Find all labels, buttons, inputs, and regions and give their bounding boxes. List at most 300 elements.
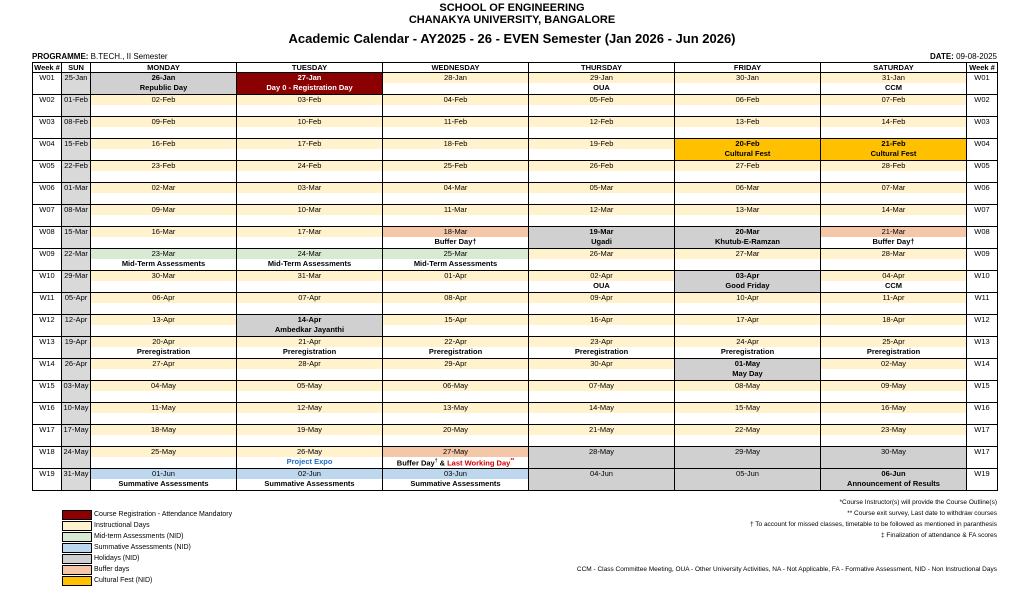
day-date: 05-Feb	[529, 95, 674, 105]
day-date: 03-Mar	[237, 183, 382, 193]
day-date: 25-Mar	[383, 249, 528, 259]
legend-item	[62, 542, 232, 553]
col-tuesday: TUESDAY	[237, 63, 383, 73]
week-number-right: W03	[967, 117, 998, 139]
header-row	[33, 63, 998, 73]
week-row	[33, 161, 998, 183]
week-number: W15	[33, 381, 62, 403]
legend-item	[62, 575, 232, 586]
day-cell-monday	[91, 403, 237, 425]
week-number-right: W15	[967, 381, 998, 403]
day-cell-thursday	[529, 205, 675, 227]
day-date: 19-Feb	[529, 139, 674, 149]
day-cell-saturday	[821, 315, 967, 337]
day-date: 15-Apr	[383, 315, 528, 325]
day-cell-wednesday	[383, 249, 529, 271]
day-date: 10-Feb	[237, 117, 382, 127]
day-date: 06-May	[383, 381, 528, 391]
day-date: 19-Mar	[589, 227, 614, 236]
day-date: 19-May	[237, 425, 382, 435]
day-date: 16-May	[821, 403, 966, 413]
week-number: W19	[33, 469, 62, 491]
day-cell-wednesday	[383, 425, 529, 447]
day-cell-thursday	[529, 447, 675, 469]
day-cell-saturday	[821, 249, 967, 271]
day-note: Mid-Term Assessments	[121, 259, 206, 268]
day-date: 23-Feb	[91, 161, 236, 171]
day-note: CCM	[884, 83, 903, 92]
sunday-date: 24-May	[62, 447, 91, 469]
day-cell-friday	[675, 161, 821, 183]
week-row	[33, 381, 998, 403]
day-date: 12-May	[237, 403, 382, 413]
day-cell-saturday	[821, 117, 967, 139]
week-row	[33, 337, 998, 359]
day-cell-monday	[91, 425, 237, 447]
day-note: Summative Assessments	[410, 479, 501, 488]
day-date: 14-May	[529, 403, 674, 413]
w18-note-mark: **	[510, 458, 515, 464]
week-row	[33, 139, 998, 161]
day-cell-monday	[91, 359, 237, 381]
sunday-date: 31-May	[62, 469, 91, 491]
week-number: W12	[33, 315, 62, 337]
day-date: 18-May	[91, 425, 236, 435]
day-note: Preregistration	[428, 347, 483, 356]
week-number-right: W09	[967, 249, 998, 271]
day-note: Preregistration	[574, 347, 629, 356]
day-date: 21-Feb	[881, 139, 906, 148]
day-cell-wednesday	[383, 95, 529, 117]
day-cell-thursday	[529, 293, 675, 315]
day-date: 03-Apr	[735, 271, 760, 280]
week-row	[33, 469, 998, 491]
week-number: W03	[33, 117, 62, 139]
day-date: 26-Feb	[529, 161, 674, 171]
day-date: 27-Mar	[675, 249, 820, 259]
week-number: W14	[33, 359, 62, 381]
day-cell-tuesday	[237, 469, 383, 491]
week-number: W18	[33, 447, 62, 469]
day-note: Khutub-E-Ramzan	[715, 237, 780, 246]
day-cell-saturday	[821, 73, 967, 95]
sunday-date: 05-Apr	[62, 293, 91, 315]
week-number-right: W08	[967, 227, 998, 249]
day-date: 26-Jan	[151, 73, 176, 82]
day-date: 17-Feb	[237, 139, 382, 149]
week-row	[33, 117, 998, 139]
day-date: 28-Mar	[821, 249, 966, 259]
day-cell-thursday	[529, 315, 675, 337]
day-cell-friday	[675, 469, 821, 491]
programme-info	[32, 52, 168, 61]
day-date: 30-Apr	[529, 359, 674, 369]
sunday-date: 01-Feb	[62, 95, 91, 117]
day-cell-thursday	[529, 425, 675, 447]
day-cell-friday	[675, 271, 821, 293]
day-date: 08-Apr	[383, 293, 528, 303]
week-number: W07	[33, 205, 62, 227]
week-row	[33, 403, 998, 425]
day-date: 22-Apr	[383, 337, 528, 347]
day-date: 04-Mar	[383, 183, 528, 193]
day-cell-friday	[675, 425, 821, 447]
sunday-date: 08-Feb	[62, 117, 91, 139]
day-cell-saturday	[821, 403, 967, 425]
w18-note-dagger: †	[434, 458, 438, 464]
day-cell-monday	[91, 337, 237, 359]
legend-label: Instructional Days	[94, 522, 150, 529]
day-cell-friday	[675, 315, 821, 337]
week-number-right: W11	[967, 293, 998, 315]
day-cell-thursday	[529, 95, 675, 117]
col-sun: SUN	[62, 63, 91, 73]
day-date: 11-Apr	[821, 293, 966, 303]
day-date: 27-Jan	[297, 73, 322, 82]
day-date: 09-Apr	[529, 293, 674, 303]
col-week-right: Week #	[967, 63, 998, 73]
day-note: OUA	[593, 83, 610, 92]
day-cell-friday	[675, 293, 821, 315]
week-row	[33, 95, 998, 117]
day-cell-thursday	[529, 271, 675, 293]
day-date: 31-Jan	[821, 73, 966, 83]
day-date: 20-Feb	[735, 139, 760, 148]
day-cell-tuesday	[237, 315, 383, 337]
university-name: CHANAKYA UNIVERSITY, BANGALORE	[408, 14, 616, 26]
legend-label: Summative Assessments (NID)	[94, 544, 191, 551]
day-date: 07-Mar	[821, 183, 966, 193]
week-number-right: W06	[967, 183, 998, 205]
day-date: 20-May	[383, 425, 528, 435]
day-cell-monday	[91, 293, 237, 315]
sunday-date: 17-May	[62, 425, 91, 447]
week-number-right: W13	[967, 337, 998, 359]
day-cell-monday	[91, 117, 237, 139]
legend-item	[62, 531, 232, 542]
week-row	[33, 293, 998, 315]
day-cell-saturday	[821, 183, 967, 205]
week-number: W10	[33, 271, 62, 293]
day-cell-tuesday	[237, 359, 383, 381]
day-cell-thursday	[529, 183, 675, 205]
day-cell-tuesday	[237, 73, 383, 95]
abbreviations: CCM - Class Committee Meeting, OUA - Other University Activities, NA - Not Applicable, FA - Formative Assessment, NID - Non Instructional Days	[576, 566, 997, 573]
day-cell-saturday	[821, 205, 967, 227]
week-number: W09	[33, 249, 62, 271]
day-date: 14-Apr	[297, 315, 322, 324]
day-date: 09-May	[821, 381, 966, 391]
day-date: 08-May	[675, 381, 820, 391]
day-date: 30-Jan	[675, 73, 820, 83]
col-friday: FRIDAY	[675, 63, 821, 73]
day-date: 03-Feb	[237, 95, 382, 105]
day-cell-friday	[675, 227, 821, 249]
day-cell-tuesday	[237, 117, 383, 139]
day-cell-monday	[91, 183, 237, 205]
w18-note-last: Last Working Day	[447, 458, 511, 468]
day-cell-wednesday	[383, 161, 529, 183]
day-date: 06-Mar	[675, 183, 820, 193]
day-cell-thursday	[529, 359, 675, 381]
day-cell-friday	[675, 403, 821, 425]
day-cell-monday	[91, 249, 237, 271]
legend	[62, 509, 232, 586]
day-cell-monday	[91, 139, 237, 161]
day-date: 28-May	[588, 447, 614, 456]
day-cell-saturday	[821, 139, 967, 161]
week-number: W17	[33, 425, 62, 447]
day-date: 05-Mar	[529, 183, 674, 193]
day-cell-tuesday	[237, 381, 383, 403]
day-cell-tuesday	[237, 271, 383, 293]
day-cell-saturday	[821, 293, 967, 315]
day-cell-monday	[91, 95, 237, 117]
day-cell-monday	[91, 381, 237, 403]
day-date: 12-Feb	[529, 117, 674, 127]
day-date: 09-Mar	[91, 205, 236, 215]
day-date: 28-Apr	[237, 359, 382, 369]
week-number: W13	[33, 337, 62, 359]
week-number: W11	[33, 293, 62, 315]
day-date: 13-May	[383, 403, 528, 413]
sunday-date: 19-Apr	[62, 337, 91, 359]
week-number: W08	[33, 227, 62, 249]
sunday-date: 26-Apr	[62, 359, 91, 381]
day-date: 11-Feb	[383, 117, 528, 127]
day-note: Mid-Term Assessments	[267, 259, 352, 268]
day-date: 16-Feb	[91, 139, 236, 149]
day-cell-friday	[675, 139, 821, 161]
day-date: 18-Feb	[383, 139, 528, 149]
day-cell-saturday	[821, 337, 967, 359]
sunday-date: 12-Apr	[62, 315, 91, 337]
date-label: DATE:	[929, 52, 954, 61]
day-note: Preregistration	[282, 347, 337, 356]
day-cell-wednesday	[383, 139, 529, 161]
day-date: 04-Apr	[821, 271, 966, 281]
week-row	[33, 183, 998, 205]
legend-swatch	[62, 510, 92, 520]
day-note: Mid-Term Assessments	[413, 259, 498, 268]
legend-label: Course Registration - Attendance Mandatory	[94, 511, 233, 518]
legend-swatch	[62, 554, 92, 564]
note-4: ‡ Finalization of attendance & FA scores	[881, 532, 997, 539]
day-cell-saturday	[821, 359, 967, 381]
day-date: 27-Apr	[91, 359, 236, 369]
day-date: 16-Apr	[529, 315, 674, 325]
day-note: Republic Day	[139, 83, 188, 92]
day-note: Summative Assessments	[118, 479, 209, 488]
day-date: 21-Mar	[821, 227, 966, 237]
day-cell-tuesday	[237, 447, 383, 469]
day-note: Buffer Day†	[872, 237, 915, 246]
sunday-date: 25-Jan	[62, 73, 91, 95]
week-row	[33, 447, 998, 469]
day-note: CCM	[884, 281, 903, 290]
day-cell-wednesday	[383, 381, 529, 403]
day-date: 20-Apr	[91, 337, 236, 347]
day-cell-monday	[91, 447, 237, 469]
day-date: 09-Feb	[91, 117, 236, 127]
day-cell-tuesday	[237, 249, 383, 271]
day-date: 03-Jun	[383, 469, 528, 479]
day-cell-wednesday	[383, 359, 529, 381]
day-cell-wednesday	[383, 183, 529, 205]
sunday-date: 01-Mar	[62, 183, 91, 205]
col-monday: MONDAY	[91, 63, 237, 73]
day-cell-tuesday	[237, 95, 383, 117]
day-date: 16-Mar	[91, 227, 236, 237]
day-cell-tuesday	[237, 139, 383, 161]
day-cell-wednesday	[383, 73, 529, 95]
day-cell-wednesday	[383, 447, 529, 469]
day-cell-monday	[91, 161, 237, 183]
day-cell-monday	[91, 271, 237, 293]
day-date: 04-Feb	[383, 95, 528, 105]
day-date: 06-Apr	[91, 293, 236, 303]
day-cell-tuesday	[237, 337, 383, 359]
day-date: 12-Mar	[529, 205, 674, 215]
day-date: 10-Apr	[675, 293, 820, 303]
week-number: W02	[33, 95, 62, 117]
day-date: 02-Mar	[91, 183, 236, 193]
day-note: OUA	[593, 281, 610, 290]
day-date: 13-Apr	[91, 315, 236, 325]
day-date: 21-May	[529, 425, 674, 435]
week-number: W05	[33, 161, 62, 183]
week-row	[33, 271, 998, 293]
day-cell-friday	[675, 205, 821, 227]
week-row	[33, 73, 998, 95]
day-cell-monday	[91, 227, 237, 249]
day-date: 07-Feb	[821, 95, 966, 105]
legend-label: Holidays (NID)	[94, 555, 140, 562]
day-note: Ugadi	[591, 237, 612, 246]
date-value: 09-08-2025	[953, 52, 997, 61]
day-date: 29-Apr	[383, 359, 528, 369]
day-cell-tuesday	[237, 403, 383, 425]
day-date: 24-Apr	[675, 337, 820, 347]
week-number: W06	[33, 183, 62, 205]
day-cell-wednesday	[383, 205, 529, 227]
week-row	[33, 205, 998, 227]
day-cell-friday	[675, 381, 821, 403]
day-cell-thursday	[529, 381, 675, 403]
day-cell-thursday	[529, 139, 675, 161]
legend-swatch	[62, 532, 92, 542]
day-cell-wednesday	[383, 293, 529, 315]
day-date: 23-May	[821, 425, 966, 435]
day-note: Good Friday	[725, 281, 770, 290]
sunday-date: 29-Mar	[62, 271, 91, 293]
week-number-right: W17	[967, 447, 998, 469]
day-date: 20-Mar	[735, 227, 760, 236]
day-date: 27-Feb	[675, 161, 820, 171]
day-date: 02-Feb	[91, 95, 236, 105]
day-cell-thursday	[529, 227, 675, 249]
sunday-date: 10-May	[62, 403, 91, 425]
day-date: 06-Jun	[881, 469, 906, 478]
sunday-date: 22-Feb	[62, 161, 91, 183]
day-date: 25-Apr	[821, 337, 966, 347]
day-date: 25-Feb	[383, 161, 528, 171]
sunday-date: 03-May	[62, 381, 91, 403]
day-cell-tuesday	[237, 161, 383, 183]
day-date: 02-May	[821, 359, 966, 369]
day-note: Ambedkar Jayanthi	[274, 325, 345, 334]
sunday-date: 22-Mar	[62, 249, 91, 271]
day-note: Preregistration	[720, 347, 775, 356]
day-cell-wednesday	[383, 315, 529, 337]
day-cell-tuesday	[237, 183, 383, 205]
week-row	[33, 425, 998, 447]
week-number-right: W01	[967, 73, 998, 95]
week-row	[33, 315, 998, 337]
day-cell-friday	[675, 359, 821, 381]
legend-label: Mid-term Assessments (NID)	[94, 533, 184, 540]
day-date: 17-Apr	[675, 315, 820, 325]
legend-swatch	[62, 543, 92, 553]
day-cell-saturday	[821, 227, 967, 249]
day-cell-saturday	[821, 271, 967, 293]
day-date: 02-Apr	[529, 271, 674, 281]
legend-swatch	[62, 576, 92, 586]
day-cell-wednesday	[383, 227, 529, 249]
day-date: 01-Jun	[91, 469, 236, 479]
day-date: 21-Apr	[237, 337, 382, 347]
day-date: 29-May	[734, 447, 760, 456]
day-date: 23-Mar	[91, 249, 236, 259]
legend-swatch	[62, 565, 92, 575]
day-date: 07-May	[529, 381, 674, 391]
day-cell-friday	[675, 117, 821, 139]
col-week-left: Week #	[34, 63, 60, 72]
day-note: Preregistration	[136, 347, 191, 356]
day-cell-wednesday	[383, 337, 529, 359]
day-cell-thursday	[529, 469, 675, 491]
day-date: 30-May	[880, 447, 906, 456]
week-number-right: W05	[967, 161, 998, 183]
day-date: 24-Mar	[237, 249, 382, 259]
note-2: ** Course exit survey, Last date to withdraw courses	[847, 510, 997, 517]
day-date: 29-Jan	[529, 73, 674, 83]
week-number-right: W12	[967, 315, 998, 337]
day-date: 13-Mar	[675, 205, 820, 215]
week-number: W04	[33, 139, 62, 161]
programme-label: PROGRAMME:	[32, 52, 89, 61]
day-cell-monday	[91, 315, 237, 337]
col-thursday: THURSDAY	[529, 63, 675, 73]
sunday-date: 08-Mar	[62, 205, 91, 227]
day-date: 26-Mar	[529, 249, 674, 259]
day-note: Summative Assessments	[264, 479, 355, 488]
day-date: 11-Mar	[383, 205, 528, 215]
calendar-table	[32, 62, 998, 491]
day-cell-tuesday	[237, 425, 383, 447]
day-date: 05-May	[237, 381, 382, 391]
day-date: 05-Jun	[736, 469, 759, 478]
w18-note-amp: &	[437, 458, 448, 468]
day-cell-wednesday	[383, 403, 529, 425]
day-cell-friday	[675, 183, 821, 205]
day-date: 28-Jan	[383, 73, 528, 83]
week-number-right: W14	[967, 359, 998, 381]
day-note: Announcement of Results	[847, 479, 940, 488]
day-date: 13-Feb	[675, 117, 820, 127]
week-number-right: W04	[967, 139, 998, 161]
col-saturday: SATURDAY	[821, 63, 967, 73]
